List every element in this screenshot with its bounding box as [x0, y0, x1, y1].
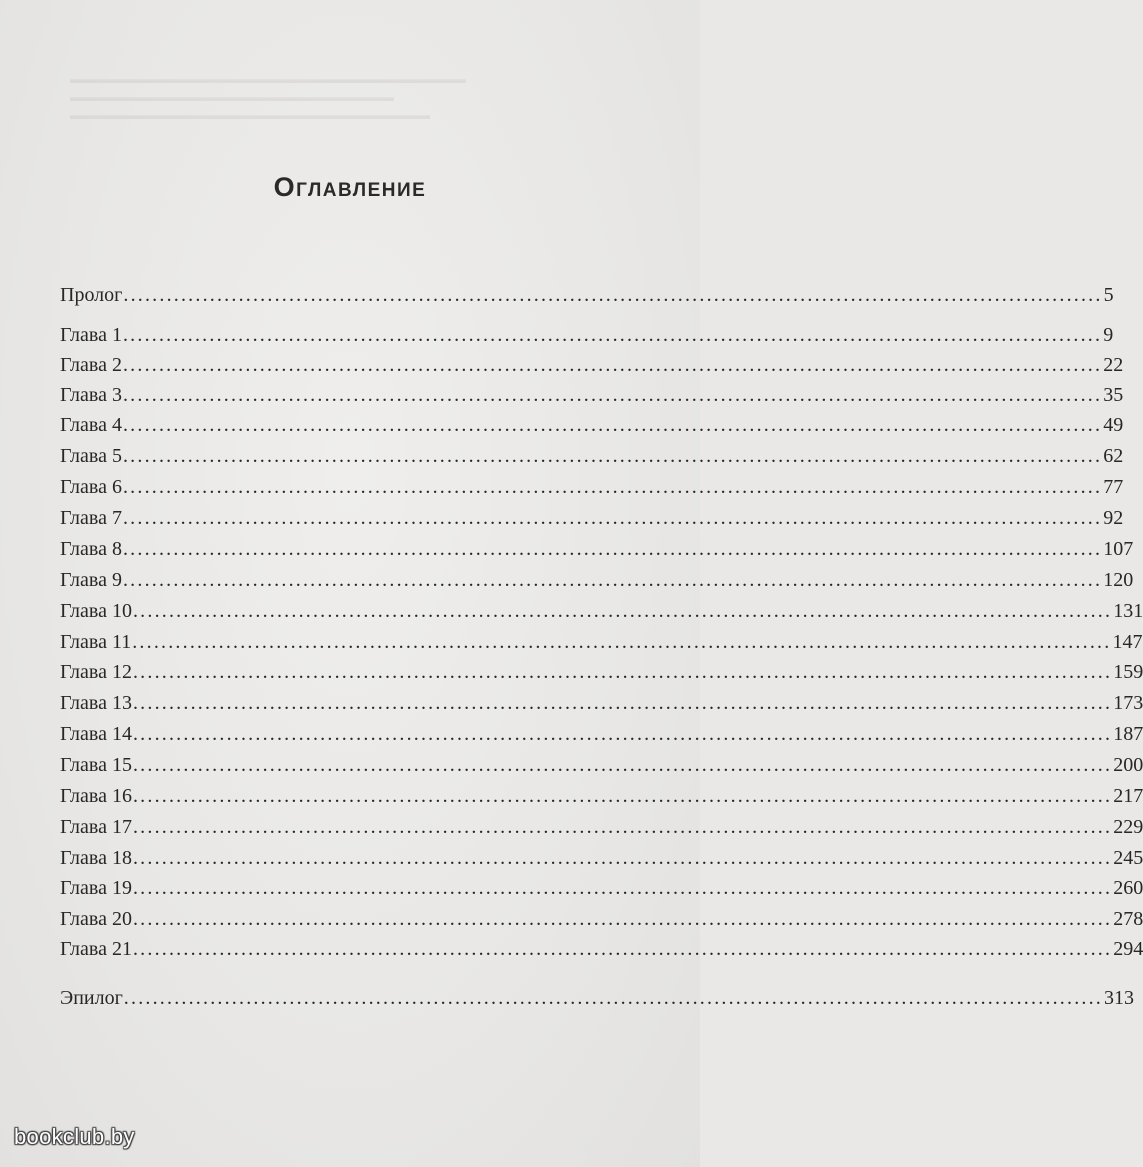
toc-leader-dots: ........................................................................................................................................ [132, 877, 1113, 899]
toc-entry [60, 280, 1114, 310]
toc-entry-label: Пролог [60, 284, 123, 306]
toc-entry [60, 719, 1143, 749]
toc-entry-page: 159 [1113, 661, 1143, 683]
toc-entry [60, 534, 1134, 564]
toc-leader-dots: ........................................................................................................................................ [123, 284, 1103, 306]
toc-entry [60, 843, 1143, 873]
toc-entry-page: 5 [1103, 284, 1114, 306]
toc-leader-dots: ........................................................................................................................................ [132, 938, 1113, 960]
toc-entry-label: Глава 2 [60, 354, 122, 376]
toc-entry-label: Глава 6 [60, 476, 122, 498]
toc-leader-dots: ........................................................................................................................................ [122, 476, 1103, 498]
toc-entry [60, 983, 1134, 1013]
site-watermark: bookclub.by [14, 1124, 135, 1149]
toc-entry [60, 565, 1134, 595]
toc-entry-page: 35 [1103, 384, 1124, 406]
toc-entry-page: 22 [1103, 354, 1124, 376]
toc-entry [60, 873, 1143, 903]
toc-entry [60, 441, 1124, 471]
toc-leader-dots: ........................................................................................................................................ [132, 600, 1113, 622]
toc-leader-dots: ........................................................................................................................................ [122, 324, 1103, 346]
toc-leader-dots: ........................................................................................................................................ [122, 445, 1103, 467]
toc-entry [60, 750, 1143, 780]
toc-leader-dots: ........................................................................................................................................ [122, 414, 1103, 436]
toc-entry-label: Глава 12 [60, 661, 132, 683]
toc-entry [60, 410, 1124, 440]
toc-entry-label: Глава 18 [60, 847, 132, 869]
toc-entry-label: Глава 20 [60, 908, 132, 930]
toc-entry-label: Глава 1 [60, 324, 122, 346]
toc-entry [60, 688, 1143, 718]
toc-entry [60, 320, 1114, 350]
toc-entry-label: Глава 3 [60, 384, 122, 406]
toc-entry-page: 49 [1103, 414, 1124, 436]
toc-entry-page: 62 [1103, 445, 1124, 467]
toc-entry-page: 245 [1113, 847, 1143, 869]
toc-entry-page: 187 [1113, 723, 1143, 745]
toc-entry-label: Глава 8 [60, 538, 122, 560]
toc-entry [60, 350, 1124, 380]
toc-leader-dots: ........................................................................................................................................ [122, 384, 1103, 406]
toc-entry-page: 131 [1113, 600, 1143, 622]
toc-entry-page: 147 [1112, 631, 1143, 653]
toc-entry-label: Глава 19 [60, 877, 132, 899]
show-through-texture: ▬▬▬▬▬▬▬▬▬▬▬▬▬▬▬▬▬▬▬▬▬▬▬▬▬▬▬▬▬▬▬▬▬ ▬▬▬▬▬▬▬▬▬▬▬▬▬▬▬▬▬▬▬▬▬▬▬▬▬▬▬ ▬▬▬▬▬▬▬▬▬▬▬▬▬▬▬▬▬▬▬▬▬▬▬▬▬▬▬▬▬▬ [70, 72, 466, 122]
toc-entry [60, 781, 1143, 811]
toc-entry [60, 812, 1143, 842]
toc-entry-page: 229 [1113, 816, 1143, 838]
toc-entry [60, 596, 1143, 626]
toc-entry-label: Эпилог [60, 987, 123, 1009]
toc-entry [60, 627, 1143, 657]
toc-entry-label: Глава 13 [60, 692, 132, 714]
toc-entry-label: Глава 5 [60, 445, 122, 467]
toc-leader-dots: ........................................................................................................................................ [122, 354, 1103, 376]
toc-entry-page: 313 [1104, 987, 1134, 1009]
toc-leader-dots: ........................................................................................................................................ [122, 569, 1103, 591]
toc-entry-page: 278 [1113, 908, 1143, 930]
toc-entry [60, 904, 1143, 934]
toc-entry-page: 120 [1103, 569, 1134, 591]
toc-leader-dots: ........................................................................................................................................ [132, 692, 1113, 714]
toc-leader-dots: ........................................................................................................................................ [132, 785, 1113, 807]
toc-entry [60, 934, 1143, 964]
toc-entry-label: Глава 10 [60, 600, 132, 622]
toc-entry-label: Глава 9 [60, 569, 122, 591]
toc-leader-dots: ........................................................................................................................................ [132, 631, 1112, 653]
toc-leader-dots: ........................................................................................................................................ [122, 507, 1103, 529]
toc-entry-page: 92 [1103, 507, 1124, 529]
toc-entry-page: 260 [1113, 877, 1143, 899]
toc-entry-page: 173 [1113, 692, 1143, 714]
toc-leader-dots: ........................................................................................................................................ [122, 538, 1103, 560]
toc-leader-dots: ........................................................................................................................................ [132, 723, 1113, 745]
toc-entry-page: 107 [1103, 538, 1134, 560]
toc-entry-label: Глава 17 [60, 816, 132, 838]
toc-leader-dots: ........................................................................................................................................ [132, 661, 1113, 683]
toc-entry [60, 657, 1143, 687]
toc-entry-label: Глава 7 [60, 507, 122, 529]
toc-leader-dots: ........................................................................................................................................ [132, 847, 1113, 869]
toc-entry-page: 9 [1103, 324, 1114, 346]
toc-leader-dots: ........................................................................................................................................ [132, 754, 1113, 776]
toc-entry-page: 200 [1113, 754, 1143, 776]
toc-entry [60, 380, 1124, 410]
toc-entry-page: 217 [1113, 785, 1143, 807]
toc-entry-label: Глава 15 [60, 754, 132, 776]
toc-entry [60, 503, 1124, 533]
toc-entry-label: Глава 21 [60, 938, 132, 960]
toc-leader-dots: ........................................................................................................................................ [132, 908, 1113, 930]
toc-entry [60, 472, 1124, 502]
toc-entry-label: Глава 11 [60, 631, 132, 653]
page-title: Оглавление [273, 172, 427, 202]
toc-entry-label: Глава 14 [60, 723, 132, 745]
toc-entry-label: Глава 16 [60, 785, 132, 807]
toc-entry-page: 294 [1113, 938, 1143, 960]
toc-leader-dots: ........................................................................................................................................ [123, 987, 1103, 1009]
toc-entry-page: 77 [1103, 476, 1124, 498]
toc-leader-dots: ........................................................................................................................................ [132, 816, 1113, 838]
toc-entry-label: Глава 4 [60, 414, 122, 436]
